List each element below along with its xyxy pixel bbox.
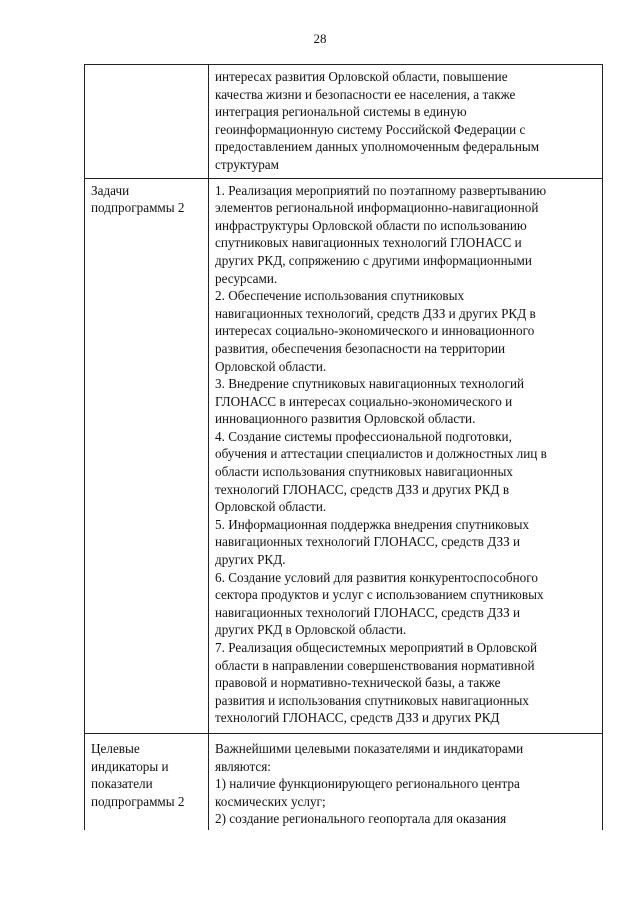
task-line: 2. Обеспечение использования спутниковых [215, 288, 465, 304]
task-item-5 [215, 516, 597, 569]
indicators-line: являются: [215, 758, 271, 774]
continuation-content-cell [209, 65, 603, 179]
continuation-line: предоставлением данных уполномоченным федеральным [215, 139, 540, 155]
task-line: развития и использования спутниковых навигационных [215, 692, 529, 708]
task-line: 1. Реализация мероприятий по поэтапному развертыванию [215, 182, 547, 198]
table-row-indicators [85, 733, 603, 830]
task-line: 6. Создание условий для развития конкурентоспособного [215, 569, 538, 585]
task-item-7 [215, 639, 597, 727]
task-item-4 [215, 428, 597, 516]
task-line: ГЛОНАСС в интересах социально-экономического и [215, 393, 513, 409]
task-line: 7. Реализация общесистемных мероприятий в Орловской [215, 640, 538, 655]
indicators-content-cell [209, 733, 603, 830]
task-line: развития, обеспечения безопасности на территории [215, 340, 506, 356]
continuation-line: геоинформационную систему Российской Федерации с [215, 121, 526, 137]
page-number: 28 [313, 31, 327, 46]
task-line: спутниковых навигационных технологий ГЛОНАСС и [215, 235, 522, 251]
indicators-line: Важнейшими целевыми показателями и индикаторами [215, 740, 524, 756]
continuation-label [85, 65, 208, 77]
task-line: области в направлении совершенствования нормативной [215, 657, 535, 673]
table-row-continuation [85, 65, 603, 179]
task-line: инфраструктуры Орловской области по использованию [215, 217, 527, 233]
continuation-line: структурам [215, 156, 279, 172]
task-line: других РКД в Орловской области. [215, 622, 407, 638]
indicators-label-cell [85, 733, 209, 830]
indicators-line: 2) создание регионального геопортала для оказания [215, 811, 507, 827]
continuation-label-cell [85, 65, 209, 179]
task-line: навигационных технологий ГЛОНАСС, средств ДЗЗ и [215, 604, 521, 620]
task-line: других РКД, сопряжению с другими информационными [215, 252, 532, 268]
task-line: инновационного развития Орловской области. [215, 411, 476, 427]
indicators-label-line: подпрограммы 2 [91, 793, 185, 809]
continuation-line: интересах развития Орловской области, повышение [215, 69, 508, 84]
continuation-line: качества жизни и безопасности ее населения, а также [215, 86, 516, 102]
tasks-label-line: Задачи [91, 182, 130, 198]
task-line: 4. Создание системы профессиональной подготовки, [215, 428, 512, 444]
task-line: области использования спутниковых навигационных [215, 464, 513, 480]
indicators-line: космических услуг; [215, 793, 326, 809]
task-line: Орловской области. [215, 499, 327, 515]
task-line: элементов региональной информационно-навигационной [215, 200, 539, 216]
continuation-line: интеграция региональной системы в единую [215, 104, 467, 120]
task-line: обучения и аттестации специалистов и должностных лиц в [215, 446, 547, 462]
tasks-content-cell [209, 178, 603, 733]
indicators-label-line: показатели [91, 776, 153, 792]
task-item-1 [215, 182, 597, 288]
task-line: других РКД. [215, 552, 286, 568]
task-line: интересах социально-экономического и инновационного [215, 323, 535, 339]
task-line: навигационных технологий ГЛОНАСС, средств ДЗЗ и [215, 534, 521, 550]
task-item-6 [215, 569, 597, 639]
indicators-line: 1) наличие функционирующего регионального центра [215, 776, 520, 792]
tasks-label-cell [85, 178, 209, 733]
task-item-3 [215, 375, 597, 428]
task-line: 5. Информационная поддержка внедрения спутниковых [215, 516, 530, 532]
indicators-label-line: индикаторы и [91, 758, 169, 774]
task-line: Орловской области. [215, 358, 327, 374]
task-line: технологий ГЛОНАСС, средств ДЗЗ и других РКД в [215, 481, 510, 497]
task-line: навигационных технологий, средств ДЗЗ и других РКД в [215, 305, 536, 321]
task-item-2 [215, 287, 597, 375]
table-row-tasks [85, 178, 603, 733]
task-line: ресурсами. [215, 270, 278, 286]
tasks-label-line: подпрограммы 2 [91, 200, 185, 216]
task-line: правовой и нормативно-технической базы, а также [215, 675, 501, 691]
task-line: 3. Внедрение спутниковых навигационных технологий [215, 376, 525, 392]
subprogram-passport-table [84, 64, 603, 830]
task-line: сектора продуктов и услуг с использованием спутниковых [215, 587, 544, 603]
task-line: технологий ГЛОНАСС, средств ДЗЗ и других РКД [215, 710, 500, 726]
indicators-label-line: Целевые [91, 740, 140, 756]
